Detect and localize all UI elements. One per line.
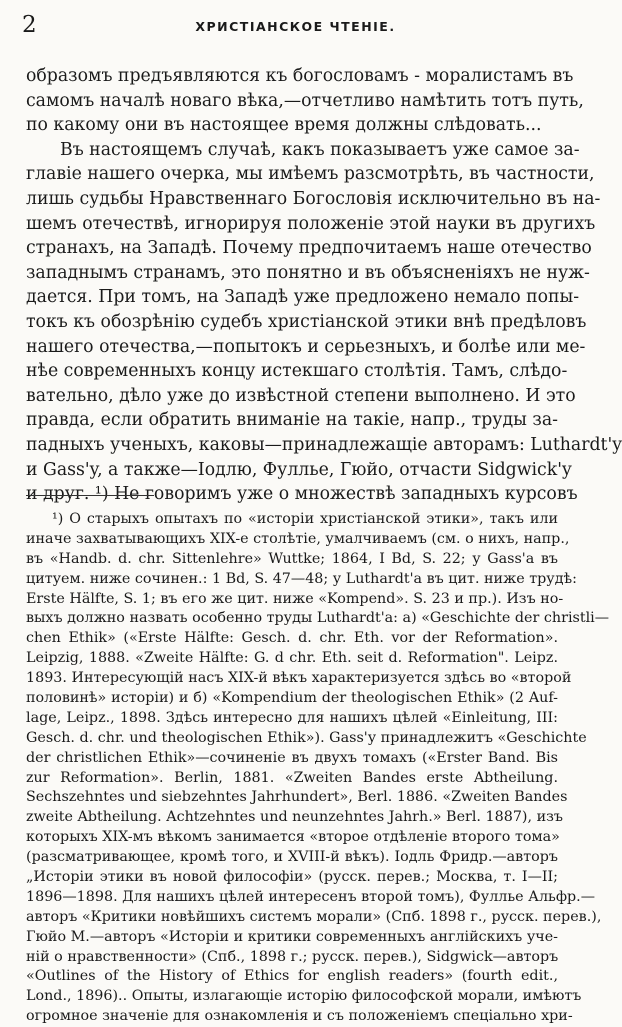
footnote-line: „Исторіи этики въ новой философіи» (русск. перев.; Москва, т. I—II; bbox=[26, 869, 558, 886]
footnote-line: zweite Abtheilung. Achtzehntes und neunzehntes Jahrh.» Berl. 1887), изъ bbox=[26, 809, 563, 826]
footnote-line: половинѣ» исторіи) и б) «Kompendium der theologischen Ethik» (2 Auf- bbox=[26, 690, 558, 707]
page-number: 2 bbox=[22, 12, 37, 38]
footnote-line: авторъ «Критики новѣйшихъ системъ морали» (Спб. 1898 г., русск. перев.), bbox=[26, 908, 602, 925]
footnote-line: Sechszehntes und siebzehntes Jahrhundert», Berl. 1886. «Zweiten Bandes bbox=[26, 789, 568, 806]
footnote-line: ній о нравственности» (Спб., 1898 г.; русск. перев.), Sidgwick—авторъ bbox=[26, 948, 559, 965]
footnote-line: (разсматривающее, кромѣ того, и XVIII-й вѣкъ). Іодль Фридр.—авторъ bbox=[26, 849, 558, 866]
footnote-line: Leipzig, 1888. «Zweite Hälfte: G. d chr. Eth. seit d. Reformation". Leipz. bbox=[26, 650, 558, 667]
running-title: ХРИСТІАНСКОЕ ЧТЕНІЕ. bbox=[195, 19, 396, 34]
footnote-line: «Outlines of the History of Ethics for english readers» (fourth edit., bbox=[26, 968, 558, 985]
footnote-line: которыхъ XIX-мъ вѣкомъ занимается «второе отдѣленіе второго тома» bbox=[26, 829, 560, 846]
body-line: падныхъ ученыхъ, каковы—принадлежащіе авторамъ: Luthardt'y bbox=[26, 434, 622, 455]
footnote-line: 1893. Интересующій насъ XIX-й вѣкъ характеризуется здѣсь во «второй bbox=[26, 670, 572, 687]
body-line: правда, если обратить вниманіе на такіе, напр., труды за- bbox=[26, 410, 558, 431]
footnote-line: Гюйо М.—авторъ «Исторіи и критики современныхъ англійскихъ уче- bbox=[26, 928, 558, 945]
body-line: нашего отечества,—попытокъ и серьезныхъ, и болѣе или ме- bbox=[26, 336, 586, 357]
footnote-line: zur Reformation». Berlin, 1881. «Zweiten Bandes erste Abtheilung. bbox=[26, 769, 558, 786]
footnotes bbox=[26, 510, 610, 1027]
body-line: по какому они въ настоящее время должны слѣдовать... bbox=[26, 115, 542, 136]
footnote-line: цитуем. ниже сочинен.: 1 Bd, S. 47—48; у Luthardt'а въ цит. ниже трудѣ: bbox=[26, 570, 577, 587]
body-line: Въ настоящемъ случаѣ, какъ показываетъ уже самое за- bbox=[60, 139, 580, 160]
body-line: и Gass'y, а также—Іодлю, Фуллье, Гюйо, отчасти Sidgwick'y bbox=[26, 459, 572, 480]
body-line: образомъ предъявляются къ богословамъ - моралистамъ въ bbox=[26, 66, 574, 86]
body-line: дается. При томъ, на Западѣ уже предложено немало попы- bbox=[26, 287, 580, 308]
footnote-line: Gesch. d. chr. und theologischen Ethik»). Gass'у принадлежитъ «Geschichte bbox=[26, 729, 587, 746]
footnote-line: 1896—1898. Для нашихъ цѣлей интересенъ второй томъ), Фуллье Альфр.— bbox=[26, 888, 596, 905]
footnote-line: lage, Leipz., 1898. Здѣсь интересно для нашихъ цѣлей «Einleitung, III: bbox=[26, 709, 558, 726]
footnote-line: въ «Handb. d. chr. Sittenlehre» Wuttke; 1864, I Bd, S. 22; у Gass'а въ bbox=[26, 550, 558, 567]
footnote-line: chen Ethik» («Erste Hälfte: Gesch. d. chr. Eth. vor der Reformation». bbox=[26, 630, 558, 647]
body-line: самомъ началѣ новаго вѣка,—отчетливо намѣтить тотъ путь, bbox=[26, 90, 584, 111]
footnote-line: иначе захватывающихъ XIX-е столѣтіе, умалчиваемъ (см. о нихъ, напр., bbox=[26, 530, 570, 547]
body-line: вательно, дѣло уже до извѣстной степени выполнено. И это bbox=[26, 385, 576, 406]
body-line: западнымъ странамъ, это понятно и въ объясненіяхъ не нуж- bbox=[26, 262, 590, 283]
body-line: странахъ, на Западѣ. Почему предпочитаемъ наше отечество bbox=[26, 238, 592, 259]
body-line: лишь судьбы Нравственнаго Богословія исключительно въ на- bbox=[26, 188, 601, 209]
body-line: главіе нашего очерка, мы имѣемъ разсмотрѣть, въ частности, bbox=[26, 164, 595, 185]
body-line: и друг. ¹) Не говоримъ уже о множествѣ западныхъ курсовъ bbox=[26, 484, 578, 505]
footnote-line: der christlichen Ethik»—сочиненіе въ двухъ томахъ («Erster Band. Bis bbox=[26, 749, 558, 766]
footnote-line: Erste Hälfte, S. 1; въ его же цит. ниже «Kompend». S. 23 и пр.). Изъ но- bbox=[26, 590, 564, 607]
footnote-separator bbox=[26, 495, 154, 496]
footnote-line: выхъ должно назвать особенно труды Luthardt'а: а) «Geschichte der christli— bbox=[26, 610, 610, 627]
footnote-line: Lond., 1896).. Опыты, излагающіе исторію философской морали, имѣютъ bbox=[26, 988, 582, 1005]
body-line: токъ къ обозрѣнію судебъ христіанской этики внѣ предѣловъ bbox=[26, 311, 587, 332]
body-line: шемъ отечествѣ, игнорируя положеніе этой науки въ другихъ bbox=[26, 213, 596, 234]
footnote-line: ¹) О старыхъ опытахъ по «исторіи христіанской этики», такъ или bbox=[52, 511, 558, 527]
body-line: нѣе современныхъ концу истекшаго столѣтія. Тамъ, слѣдо- bbox=[26, 361, 568, 382]
footnote-line: огромное значеніе для ознакомленія и съ положеніемъ спеціально хри- bbox=[26, 1008, 573, 1025]
main-text bbox=[26, 64, 622, 507]
